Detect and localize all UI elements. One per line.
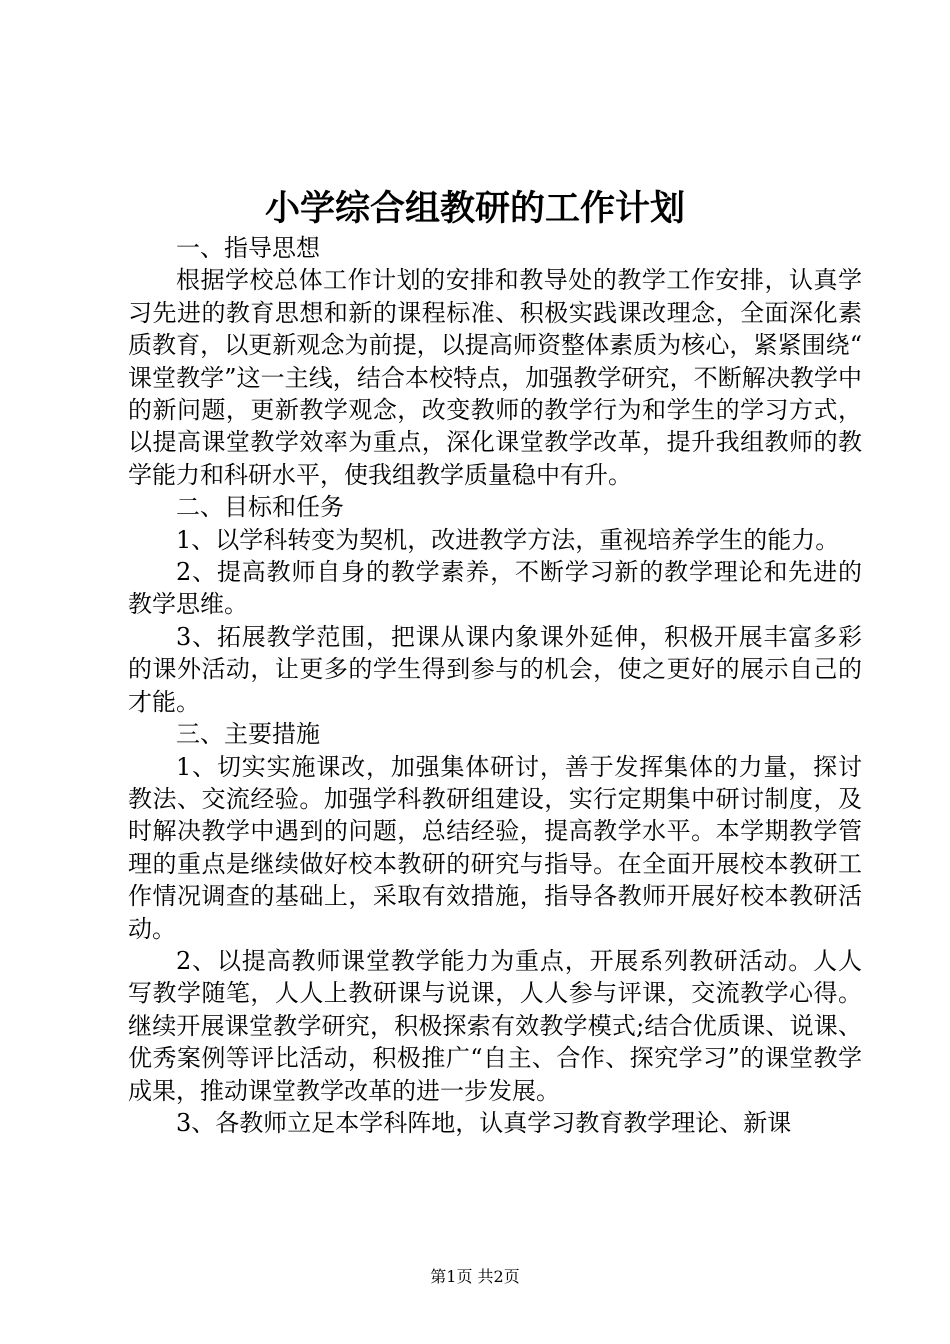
- heading-guiding-ideology: 一、指导思想: [176, 234, 320, 262]
- goal-item-2: 2、提高教师自身的教学素养，不断学习新的教学理论和先进的教学思维。: [128, 558, 862, 619]
- paragraph-guiding-ideology: 根据学校总体工作计划的安排和教导处的教学工作安排，认真学习先进的教育思想和新的课程标准、积极实践课改理念，全面深化素质教育，以更新观念为前提，以提高师资整体素质为核心，紧紧围绕“课堂教学”这一主线，结合本校特点，加强教学研究，不断解决教学中的新问题，更新教学观念，改变教师的教学行为和学生的学习方式，以提高课堂教学效率为重点，深化课堂教学改革，提升我组教师的教学能力和科研水平，使我组教学质量稳中有升。: [128, 266, 862, 489]
- measure-item-2: 2、以提高教师课堂教学能力为重点，开展系列教研活动。人人写教学随笔，人人上教研课与说课，人人参与评课，交流教学心得。继续开展课堂教学研究，积极探索有效教学模式;结合优质课、说课、优秀案例等评比活动，积极推广“自主、合作、探究学习”的课堂教学成果，推动课堂教学改革的进一步发展。: [128, 946, 862, 1105]
- heading-goals-tasks: 二、目标和任务: [176, 493, 344, 522]
- page-footer: [0, 1266, 950, 1288]
- goal-item-3: 3、拓展教学范围，把课从课内象课外延伸，积极开展丰富多彩的课外活动，让更多的学生得到参与的机会，使之更好的展示自己的才能。: [128, 622, 862, 716]
- measure-item-3: 3、各教师立足本学科阵地，认真学习教育教学理论、新课: [176, 1108, 792, 1137]
- document-title: 小学综合组教研的工作计划: [264, 188, 685, 229]
- page-total: 共2页: [477, 1267, 520, 1286]
- document-body: [128, 232, 862, 1139]
- page-number: 第1页: [430, 1267, 473, 1286]
- heading-main-measures: 三、主要措施: [176, 720, 320, 749]
- measure-item-1: 1、切实实施课改，加强集体研讨，善于发挥集体的力量，探讨教法、交流经验。加强学科教研组建设，实行定期集中研讨制度，及时解决教学中遇到的问题，总结经验，提高教学水平。本学期教学管理的重点是继续做好校本教研的研究与指导。在全面开展校本教研工作情况调查的基础上，采取有效措施，指导各教师开展好校本教研活动。: [128, 752, 862, 943]
- goal-item-1: 1、以学科转变为契机，改进教学方法，重视培养学生的能力。: [176, 525, 840, 554]
